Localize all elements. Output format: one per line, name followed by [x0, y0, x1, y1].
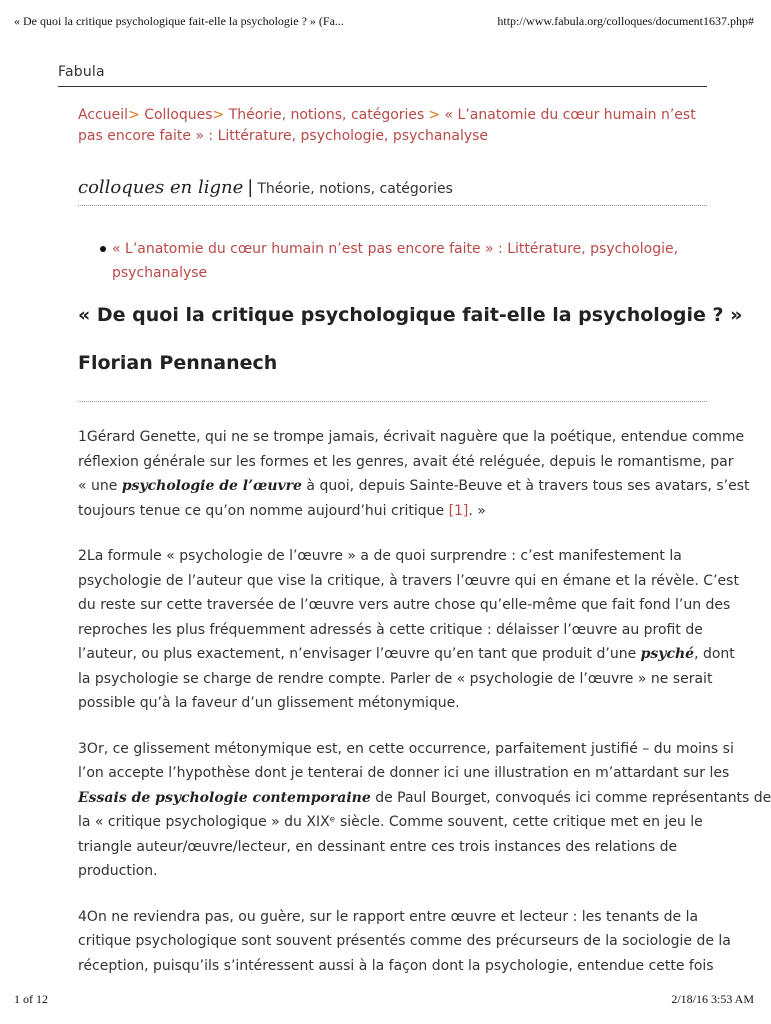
emphasis-text: psyché — [640, 646, 695, 662]
page-number: 1 of 12 — [14, 992, 48, 1006]
article-title: « De quoi la critique psychologique fait-elle la psychologie ? » — [78, 304, 743, 326]
paragraph-4 — [78, 905, 731, 979]
paragraph-text: psychologie de l’auteur que vise la critique, à travers l’œuvre qui en émane et la révèle. C’est — [78, 572, 739, 589]
paragraph-number[interactable]: 4 — [78, 908, 87, 925]
paragraph-number[interactable]: 2 — [78, 548, 87, 564]
paragraph-text: , dont — [694, 646, 735, 662]
emphasis-text: Essais de psychologie contemporaine — [78, 789, 371, 806]
breadcrumb-item-theorie[interactable]: Théorie, notions, catégories — [228, 107, 425, 123]
paragraph-text: l’auteur, ou plus exactement, n’envisager l’œuvre qu’en tant que produit d’une — [78, 646, 641, 662]
list-item[interactable] — [78, 237, 707, 285]
site-divider — [58, 86, 707, 87]
breadcrumb-item-anatomie-cont[interactable]: pas encore faite » : Littérature, psychologie, psychanalyse — [78, 128, 489, 144]
sub-link-line-2[interactable]: psychanalyse — [112, 265, 208, 281]
paragraph-text: à quoi, depuis Sainte-Beuve et à travers tous ses avatars, s’est — [301, 478, 750, 494]
paragraph-text: critique psychologique sont souvent présentés comme des précurseurs de la sociologie de la — [78, 933, 731, 949]
breadcrumb-item-accueil[interactable]: Accueil — [78, 107, 128, 123]
breadcrumb-item-anatomie[interactable]: « L’anatomie du cœur humain n’est — [444, 107, 696, 123]
breadcrumb — [78, 105, 707, 147]
print-header-url[interactable]: http://www.fabula.org/colloques/document1637.php# — [497, 14, 754, 28]
emphasis-text: psychologie de l’œuvre — [121, 478, 302, 494]
sub-link-line-1[interactable]: « L’anatomie du cœur humain n’est pas encore faite » : Littérature, psychologie, — [112, 241, 679, 257]
section-heading — [78, 177, 707, 203]
section-divider: | — [247, 177, 254, 198]
paragraph-text: On ne reviendra pas, ou guère, sur le rapport entre œuvre et lecteur : les tenants de la — [86, 908, 699, 925]
paragraph-text: « une — [78, 478, 122, 494]
paragraph-text: reproches les plus fréquemment adressés à cette critique : délaisser l’œuvre au profit de — [78, 621, 703, 638]
paragraph-3 — [78, 737, 771, 884]
paragraph-1 — [78, 425, 750, 523]
paragraph-text: toujours tenue ce qu’on nomme aujourd’hui critique — [78, 502, 449, 519]
paragraph-text: réception, puisqu’ils s’intéressent aussi à la façon dont la psychologie, entendue cette fois — [78, 957, 714, 974]
paragraph-text: Gérard Genette, qui ne se trompe jamais, écrivait naguère que la poétique, entendue comme — [86, 429, 745, 445]
paragraph-text: . » — [468, 502, 486, 519]
paragraph-text: Or, ce glissement métonymique est, en cette occurrence, parfaitement justifié – du moins si — [86, 740, 734, 757]
footnote-link[interactable]: [1] — [448, 502, 469, 519]
section-title[interactable]: colloques en ligne — [78, 177, 244, 198]
paragraph-number[interactable]: 3 — [78, 740, 87, 757]
dotted-divider — [78, 205, 707, 206]
paragraph-text: la « critique psychologique » du XIXᵉ siècle. Comme souvent, cette critique met en jeu le — [78, 814, 703, 830]
print-footer — [14, 992, 754, 1010]
paragraph-number[interactable]: 1 — [78, 429, 87, 445]
paragraph-text: du reste sur cette traversée de l’œuvre vers autre chose qu’elle-même que fait fond l’un des — [78, 597, 731, 613]
paragraph-text: La formule « psychologie de l’œuvre » a de quoi surprendre : c’est manifestement la — [86, 548, 682, 564]
article-author[interactable]: Florian Pennanech — [78, 352, 278, 374]
paragraph-text: l’on accepte l’hypothèse dont je tenterai de donner ici une illustration en m’attardant sur les — [78, 765, 730, 781]
paragraph-text: possible qu’à la faveur d’un glissement métonymique. — [78, 695, 460, 711]
dotted-divider — [78, 401, 707, 402]
print-header-title: « De quoi la critique psychologique fait-elle la psychologie ? » (Fa... — [14, 14, 344, 28]
paragraph-text: production. — [78, 863, 158, 879]
breadcrumb-item-colloques[interactable]: Colloques — [144, 107, 213, 123]
section-category[interactable]: Théorie, notions, catégories — [257, 181, 453, 197]
breadcrumb-separator: > — [428, 107, 441, 123]
paragraph-2 — [78, 544, 739, 716]
paragraph-text: réflexion générale sur les formes et les genres, avait été reléguée, depuis le romantisme, par — [78, 453, 734, 470]
bullet-icon — [100, 246, 106, 252]
paragraph-text: la psychologie se charge de rendre compte. Parler de « psychologie de l’œuvre » ne serait — [78, 670, 713, 687]
breadcrumb-separator: > — [212, 107, 225, 123]
breadcrumb-separator: > — [128, 107, 140, 123]
breadcrumb-line-1 — [78, 105, 707, 126]
print-datetime: 2/18/16 3:53 AM — [671, 992, 754, 1006]
sub-links-list — [78, 237, 707, 285]
paragraph-text: de Paul Bourget, convoqués ici comme représentants de — [370, 789, 771, 806]
site-name[interactable]: Fabula — [58, 64, 105, 80]
main-column — [78, 105, 771, 978]
paragraph-text: triangle auteur/œuvre/lecteur, en dessinant entre ces trois instances des relations de — [78, 838, 678, 855]
